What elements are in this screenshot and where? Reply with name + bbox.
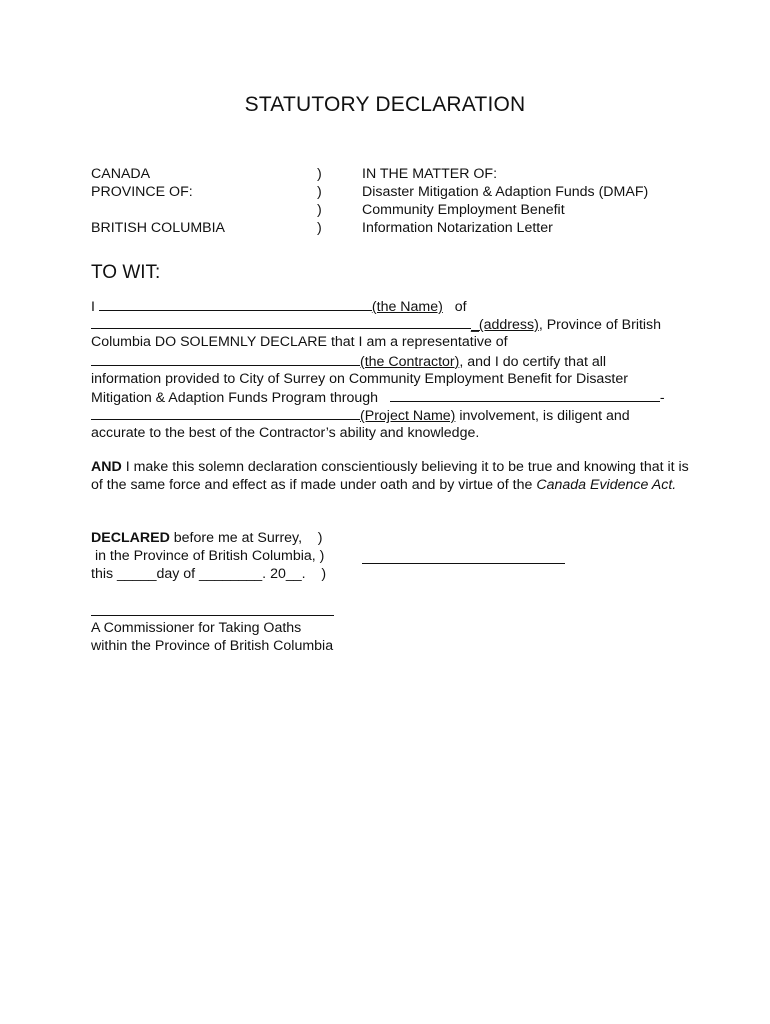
declarant-signature-line[interactable] [362,563,565,564]
matter-line: Community Employment Benefit [362,202,565,218]
declared-line: this _____day of ________. 20__. ) [91,566,327,582]
body-line [91,388,691,406]
paren: ) [317,184,322,200]
project-blank[interactable] [91,406,360,420]
body-line [91,352,691,370]
commissioner-block [91,619,391,655]
jurisdiction-province-label: PROVINCE OF: [91,184,193,200]
matter-column [362,165,692,237]
solemn-declaration-paragraph [91,458,691,494]
declared-block [91,529,391,583]
commissioner-signature-line[interactable] [91,615,334,616]
jurisdiction-country: CANADA [91,166,151,182]
body-line: accurate to the best of the Contractor’s ability and knowledge. [91,425,480,442]
matter-heading: IN THE MATTER OF: [362,166,498,182]
project-label: (Project Name) [360,408,456,425]
body-line [91,406,691,424]
commissioner-title: A Commissioner for Taking Oaths [91,620,302,636]
body-text: of [454,299,467,315]
declared-line [91,529,391,547]
body-line: information provided to City of Surrey on Community Employment Benefit for Disaster [91,370,628,387]
declared-bold: DECLARED [91,530,170,546]
declaration-body [91,297,691,443]
jurisdiction-province: BRITISH COLUMBIA [91,220,226,236]
address-blank[interactable] [91,315,471,329]
program-blank[interactable] [390,388,660,402]
to-wit-heading: TO WIT: [91,262,161,283]
name-label: (the Name) [371,299,443,315]
act-name: Canada Evidence Act. [536,477,677,493]
paren: ) [317,202,322,218]
body-text: Mitigation & Adaption Funds Program through [91,389,379,406]
jurisdiction-spacer [91,201,311,219]
solemn-text: I make this solemn declaration conscientiously believing it to be true and knowing that it is of the same force and effect as if made under oath and by virtue of the [91,459,689,493]
name-blank[interactable] [99,297,372,311]
matter-line: Information Notarization Letter [362,220,553,236]
paren: ) [317,220,322,236]
commissioner-jurisdiction: within the Province of British Columbia [91,638,334,654]
jurisdiction-column [91,165,311,237]
body-line [91,315,691,333]
matter-line: Disaster Mitigation & Adaption Funds (DMAF) [362,184,649,200]
declared-text: before me at Surrey, ) [169,530,323,546]
paren: ) [317,166,322,182]
address-label: _(address) [471,317,539,334]
contractor-label: (the Contractor) [360,353,460,370]
body-line: Columbia DO SOLEMNLY DECLARE that I am a representative of [91,334,508,351]
solemn-bold: AND [91,459,122,475]
body-text: involvement, is diligent and [455,408,630,425]
body-text: - [659,389,665,406]
body-line [91,297,691,315]
paren-column [317,165,329,237]
body-text: , Province of British [538,317,662,334]
body-text: , and I do certify that all [459,353,607,370]
declared-line: in the Province of British Columbia, ) [91,548,325,564]
document-title: STATUTORY DECLARATION [244,93,526,116]
contractor-blank[interactable] [91,352,360,366]
body-text: I [91,299,95,315]
